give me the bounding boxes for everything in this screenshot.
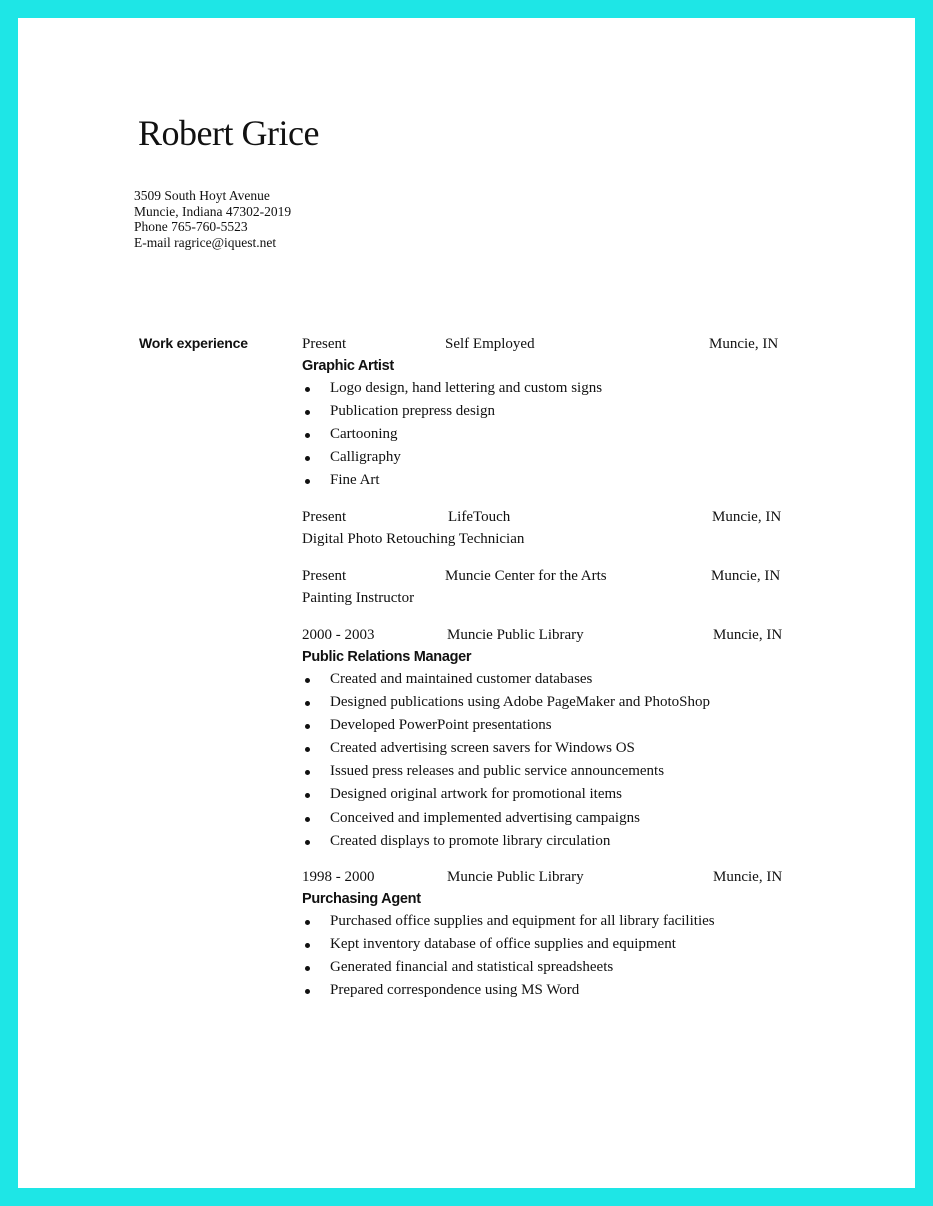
list-item: Generated financial and statistical spreadsheets — [302, 956, 802, 979]
job-header — [302, 627, 802, 647]
list-item: Prepared correspondence using MS Word — [302, 979, 802, 1002]
list-item: Designed publications using Adobe PageMaker and PhotoShop — [302, 691, 802, 714]
city-state-zip: Muncie, Indiana 47302-2019 — [134, 203, 292, 219]
job-header — [302, 568, 802, 588]
job-entry — [302, 336, 802, 492]
job-entry — [302, 627, 802, 853]
job-bullets — [302, 910, 802, 1002]
list-item: Created advertising screen savers for Windows OS — [302, 737, 802, 760]
job-location: Muncie, IN — [712, 509, 782, 525]
list-item: Fine Art — [302, 469, 802, 492]
job-title: Painting Instructor — [302, 590, 415, 606]
job-bullets — [302, 377, 802, 492]
list-item: Issued press releases and public service announcements — [302, 760, 802, 783]
job-date: Present — [302, 568, 347, 584]
job-employer: Muncie Public Library — [447, 627, 584, 643]
email: E-mail ragrice@iquest.net — [134, 234, 277, 250]
job-location: Muncie, IN — [713, 627, 783, 643]
list-item: Calligraphy — [302, 446, 802, 469]
job-employer: Muncie Center for the Arts — [445, 568, 607, 584]
job-date: 1998 - 2000 — [302, 869, 375, 885]
job-title: Public Relations Manager — [302, 649, 472, 665]
section-heading-work-experience: Work experience — [139, 335, 248, 351]
resume-page — [18, 18, 915, 1188]
job-date: 2000 - 2003 — [302, 627, 375, 643]
job-entry — [302, 869, 802, 1002]
job-title: Digital Photo Retouching Technician — [302, 531, 525, 547]
job-entry — [302, 509, 802, 550]
candidate-name: Robert Grice — [138, 113, 319, 153]
job-employer: Self Employed — [445, 336, 535, 352]
list-item: Created and maintained customer databases — [302, 668, 802, 691]
job-date: Present — [302, 336, 347, 352]
job-title: Graphic Artist — [302, 358, 394, 374]
job-employer: Muncie Public Library — [447, 869, 584, 885]
job-header — [302, 336, 802, 356]
job-location: Muncie, IN — [711, 568, 781, 584]
job-header — [302, 509, 802, 529]
list-item: Designed original artwork for promotional items — [302, 783, 802, 806]
street-address: 3509 South Hoyt Avenue — [134, 188, 270, 203]
list-item: Created displays to promote library circulation — [302, 830, 802, 853]
job-location: Muncie, IN — [709, 336, 779, 352]
job-employer: LifeTouch — [448, 509, 511, 525]
job-location: Muncie, IN — [713, 869, 783, 885]
list-item: Cartooning — [302, 423, 802, 446]
job-bullets — [302, 668, 802, 853]
job-title: Purchasing Agent — [302, 891, 421, 907]
phone: Phone 765-760-5523 — [134, 219, 248, 235]
job-date: Present — [302, 509, 347, 525]
list-item: Conceived and implemented advertising campaigns — [302, 807, 802, 830]
job-entry — [302, 568, 802, 609]
list-item: Publication prepress design — [302, 400, 802, 423]
list-item: Developed PowerPoint presentations — [302, 714, 802, 737]
contact-block — [134, 188, 291, 250]
list-item: Purchased office supplies and equipment for all library facilities — [302, 910, 802, 933]
job-header — [302, 869, 802, 889]
list-item: Logo design, hand lettering and custom signs — [302, 377, 802, 400]
list-item: Kept inventory database of office supplies and equipment — [302, 933, 802, 956]
